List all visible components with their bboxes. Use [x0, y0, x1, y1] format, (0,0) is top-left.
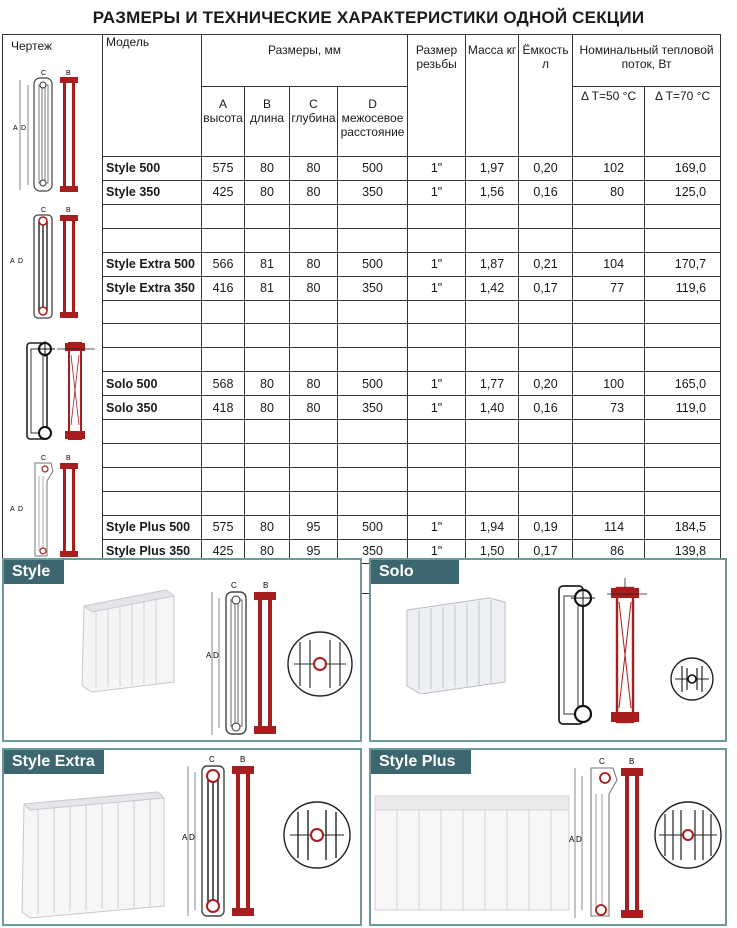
row-thread: 1"	[408, 276, 466, 300]
dim-b-label: B	[263, 581, 269, 590]
row-a: 425	[202, 180, 245, 204]
row-b: 80	[245, 396, 290, 420]
row-dt70: 169,0	[645, 156, 721, 180]
row-dt70: 125,0	[645, 180, 721, 204]
row-c: 80	[290, 276, 338, 300]
row-b: 80	[245, 515, 290, 539]
svg-text:B: B	[629, 757, 635, 766]
header-drawing: Чертеж	[11, 39, 53, 53]
row-thread: 1"	[408, 396, 466, 420]
solo-section-drawing-large	[547, 576, 657, 734]
row-mass: 1,42	[466, 276, 519, 300]
row-dt50: 73	[573, 396, 645, 420]
style-extra-section-drawing	[7, 203, 87, 323]
row-mass: 1,77	[466, 372, 519, 396]
row-b: 80	[245, 539, 290, 563]
spacer-row	[3, 492, 721, 516]
spacer-row	[3, 228, 721, 252]
row-mass: 1,87	[466, 252, 519, 276]
row-dt70: 170,7	[645, 252, 721, 276]
spacer-row	[3, 204, 721, 228]
row-model: Style 500	[103, 156, 202, 180]
row-dt50: 86	[573, 539, 645, 563]
row-a: 566	[202, 252, 245, 276]
row-c: 80	[290, 156, 338, 180]
panel-solo-title: Solo	[371, 560, 459, 584]
row-thread: 1"	[408, 180, 466, 204]
row-model: Style 350	[103, 180, 202, 204]
row-thread: 1"	[408, 156, 466, 180]
svg-text:D: D	[18, 506, 24, 513]
header-c: С глубина	[290, 87, 338, 157]
dim-c-label: C	[231, 581, 237, 590]
row-a: 416	[202, 276, 245, 300]
svg-text:C: C	[41, 70, 47, 77]
row-dt70: 165,0	[645, 372, 721, 396]
dim-a-label: A	[206, 651, 212, 660]
spacer-row	[3, 348, 721, 372]
row-d: 500	[338, 252, 408, 276]
dim-d-label: D	[213, 651, 219, 660]
table-row	[3, 156, 721, 180]
page-title: РАЗМЕРЫ И ТЕХНИЧЕСКИЕ ХАРАКТЕРИСТИКИ ОДНОЙ СЕКЦИИ	[92, 8, 645, 27]
panel-style-plus-title: Style Plus	[371, 750, 471, 774]
row-model: Style Extra 350	[103, 276, 202, 300]
svg-text:B: B	[66, 207, 71, 214]
table-row	[3, 396, 721, 420]
row-thread: 1"	[408, 372, 466, 396]
row-c: 80	[290, 252, 338, 276]
row-model: Style Extra 500	[103, 252, 202, 276]
row-a: 425	[202, 539, 245, 563]
row-c: 95	[290, 539, 338, 563]
table-row	[3, 180, 721, 204]
svg-text:B: B	[66, 455, 71, 462]
row-capacity: 0,16	[519, 396, 573, 420]
row-c: 95	[290, 515, 338, 539]
row-d: 350	[338, 180, 408, 204]
table-row	[3, 252, 721, 276]
row-dt50: 104	[573, 252, 645, 276]
row-a: 418	[202, 396, 245, 420]
row-b: 81	[245, 276, 290, 300]
style-plus-section-drawing	[7, 451, 87, 563]
spacer-row	[3, 420, 721, 444]
row-mass: 1,97	[466, 156, 519, 180]
row-d: 500	[338, 515, 408, 539]
row-d: 350	[338, 396, 408, 420]
svg-text:D: D	[18, 258, 24, 265]
row-d: 350	[338, 276, 408, 300]
row-d: 500	[338, 372, 408, 396]
row-dt70: 119,0	[645, 396, 721, 420]
solo-radiator-image	[401, 590, 513, 694]
row-a: 575	[202, 156, 245, 180]
row-capacity: 0,16	[519, 180, 573, 204]
header-flux: Номинальный тепловой поток, Вт	[573, 35, 721, 87]
style-section-drawing-large	[202, 580, 292, 740]
header-dt70: Δ T=70 °C	[645, 87, 721, 157]
spacer-row	[3, 468, 721, 492]
row-capacity: 0,20	[519, 156, 573, 180]
row-mass: 1,50	[466, 539, 519, 563]
style-section-drawing	[7, 65, 87, 195]
header-b: В длина	[245, 87, 290, 157]
spec-table	[2, 34, 721, 594]
row-a: 575	[202, 515, 245, 539]
row-a: 568	[202, 372, 245, 396]
solo-thread-detail	[669, 656, 715, 702]
row-c: 80	[290, 396, 338, 420]
style-extra-radiator-image	[18, 780, 168, 920]
header-dims: Размеры, мм	[202, 35, 408, 87]
row-capacity: 0,17	[519, 539, 573, 563]
row-b: 81	[245, 252, 290, 276]
row-c: 80	[290, 180, 338, 204]
row-d: 350	[338, 539, 408, 563]
svg-text:C: C	[209, 755, 215, 764]
row-mass: 1,94	[466, 515, 519, 539]
row-b: 80	[245, 372, 290, 396]
row-dt50: 100	[573, 372, 645, 396]
solo-section-drawing	[7, 335, 97, 445]
style-extra-thread-detail	[282, 800, 352, 870]
svg-text:B: B	[66, 70, 71, 77]
row-model: Solo 500	[103, 372, 202, 396]
header-thread: Размер резьбы	[408, 35, 466, 157]
style-plus-radiator-image	[373, 786, 573, 916]
style-thread-detail	[286, 630, 354, 698]
svg-text:A: A	[182, 833, 188, 842]
panel-style-extra-title: Style Extra	[4, 750, 104, 774]
svg-text:A: A	[10, 506, 15, 513]
svg-text:B: B	[240, 755, 246, 764]
table-row	[3, 515, 721, 539]
spacer-row	[3, 444, 721, 468]
header-capacity: Ёмкость л	[519, 35, 573, 157]
panel-style-plus	[369, 748, 727, 926]
row-dt50: 114	[573, 515, 645, 539]
svg-text:D: D	[21, 125, 27, 132]
panel-solo	[369, 558, 727, 742]
svg-text:D: D	[189, 833, 195, 842]
svg-text:A: A	[10, 258, 15, 265]
drawing-column	[3, 35, 103, 564]
svg-text:D: D	[576, 835, 582, 844]
row-thread: 1"	[408, 515, 466, 539]
row-mass: 1,56	[466, 180, 519, 204]
row-c: 80	[290, 372, 338, 396]
row-dt70: 184,5	[645, 515, 721, 539]
style-plus-thread-detail	[653, 800, 723, 870]
style-plus-section-drawing-large	[567, 754, 655, 922]
row-capacity: 0,21	[519, 252, 573, 276]
table-row	[3, 372, 721, 396]
svg-text:A: A	[569, 835, 575, 844]
spacer-row	[3, 324, 721, 348]
row-dt50: 102	[573, 156, 645, 180]
row-dt50: 80	[573, 180, 645, 204]
drawings	[3, 53, 103, 563]
header-model: Модель	[103, 35, 202, 157]
style-radiator-image	[74, 584, 184, 696]
row-model: Style Plus 500	[103, 515, 202, 539]
row-mass: 1,40	[466, 396, 519, 420]
panel-style	[2, 558, 362, 742]
row-dt70: 139,8	[645, 539, 721, 563]
svg-text:C: C	[41, 207, 47, 214]
header-dt50: Δ T=50 °C	[573, 87, 645, 157]
row-capacity: 0,19	[519, 515, 573, 539]
row-d: 500	[338, 156, 408, 180]
svg-text:C: C	[599, 757, 605, 766]
header-d: D межосевое расстояние	[338, 87, 408, 157]
row-dt70: 119,6	[645, 276, 721, 300]
row-capacity: 0,20	[519, 372, 573, 396]
panel-style-title: Style	[4, 560, 64, 584]
row-model: Style Plus 350	[103, 539, 202, 563]
row-dt50: 77	[573, 276, 645, 300]
row-thread: 1"	[408, 539, 466, 563]
header-a: А высота	[202, 87, 245, 157]
panel-style-extra	[2, 748, 362, 926]
row-thread: 1"	[408, 252, 466, 276]
row-capacity: 0,17	[519, 276, 573, 300]
svg-text:A: A	[13, 125, 18, 132]
row-model: Solo 350	[103, 396, 202, 420]
row-b: 80	[245, 180, 290, 204]
style-extra-section-drawing-large	[178, 752, 268, 920]
row-b: 80	[245, 156, 290, 180]
svg-text:C: C	[41, 455, 47, 462]
table-row	[3, 276, 721, 300]
header-mass: Масса кг	[466, 35, 519, 157]
spacer-row	[3, 300, 721, 324]
